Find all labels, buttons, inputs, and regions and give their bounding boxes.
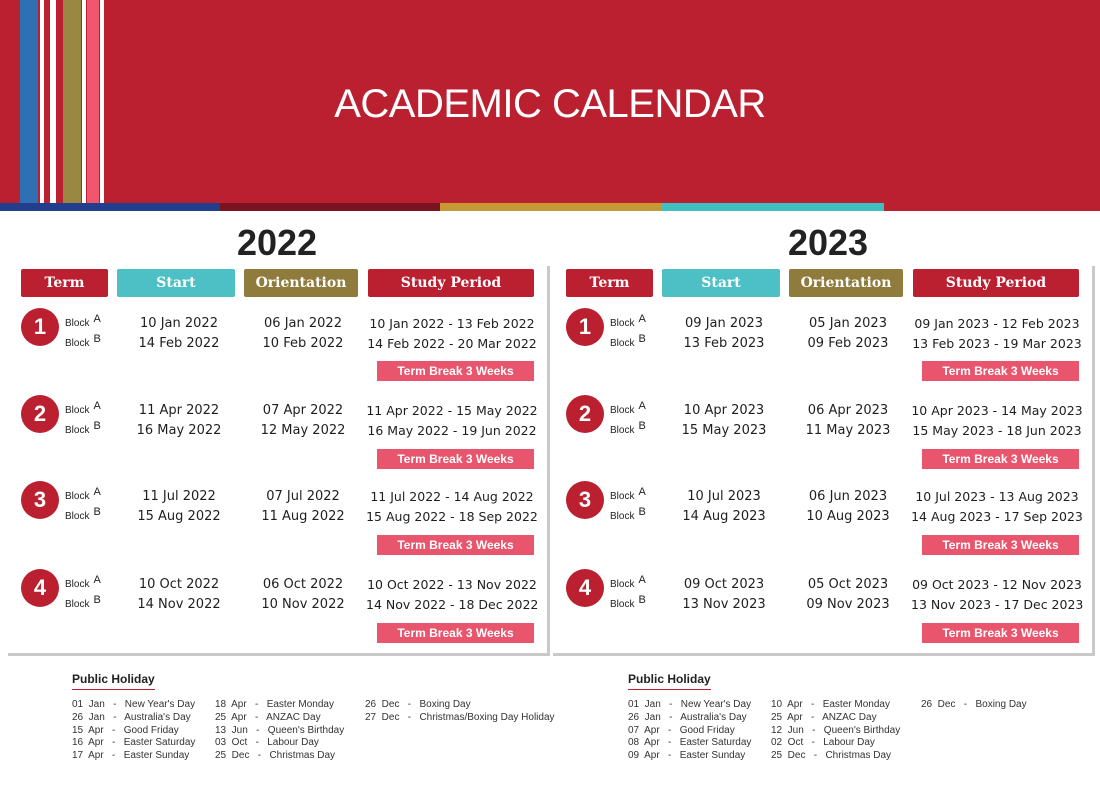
holiday-item: 27 Dec - Christmas/Boxing Day Holiday bbox=[365, 711, 555, 723]
holiday-item: 02 Oct - Labour Day bbox=[771, 737, 875, 749]
holiday-column bbox=[921, 699, 1027, 712]
term-number-badge: 1 bbox=[21, 308, 59, 346]
orientation-date: 05 Oct 2023 bbox=[807, 577, 889, 592]
term-break-badge: Term Break 3 Weeks bbox=[922, 623, 1079, 643]
term-number-badge: 4 bbox=[566, 569, 604, 607]
term-break-badge: Term Break 3 Weeks bbox=[377, 535, 534, 555]
holiday-item: 07 Apr - Good Friday bbox=[628, 724, 735, 736]
term-number-badge: 3 bbox=[566, 481, 604, 519]
study-period: 10 Oct 2022 - 13 Nov 2022 bbox=[367, 577, 537, 592]
start-date: 10 Apr 2023 bbox=[683, 403, 765, 418]
column-header-study-period: Study Period bbox=[368, 269, 534, 297]
block-word: Block bbox=[610, 425, 635, 436]
orientation-date: 09 Feb 2023 bbox=[807, 336, 889, 351]
block-letter: A bbox=[638, 400, 646, 412]
start-date: 13 Nov 2023 bbox=[682, 597, 766, 612]
holiday-column bbox=[72, 699, 195, 763]
holiday-item: 08 Apr - Easter Saturday bbox=[628, 737, 752, 749]
block-letter: B bbox=[93, 420, 101, 432]
orientation-date: 06 Jan 2022 bbox=[264, 316, 342, 331]
study-period: 10 Jul 2023 - 13 Aug 2023 bbox=[915, 489, 1079, 504]
block-letter: A bbox=[93, 400, 101, 412]
block-letter: B bbox=[638, 594, 646, 606]
holiday-item: 26 Jan - Australia's Day bbox=[628, 711, 747, 723]
holiday-item: 25 Apr - ANZAC Day bbox=[215, 711, 321, 723]
orientation-date: 12 May 2022 bbox=[260, 423, 346, 438]
block-word: Block bbox=[610, 579, 635, 590]
holiday-item: 26 Jan - Australia's Day bbox=[72, 711, 191, 723]
public-holiday-title: Public Holiday bbox=[72, 672, 155, 690]
study-period: 09 Jan 2023 - 12 Feb 2023 bbox=[914, 316, 1080, 331]
start-date: 15 May 2023 bbox=[681, 423, 767, 438]
block-letter: B bbox=[638, 506, 646, 518]
start-date: 14 Aug 2023 bbox=[682, 509, 766, 524]
start-date: 11 Jul 2022 bbox=[142, 489, 216, 504]
term-break-badge: Term Break 3 Weeks bbox=[377, 449, 534, 469]
header-banner bbox=[0, 0, 1100, 203]
orientation-date: 10 Feb 2022 bbox=[262, 336, 344, 351]
column-header-study-period: Study Period bbox=[913, 269, 1079, 297]
holiday-item: 26 Dec - Boxing Day bbox=[921, 699, 1027, 710]
study-period: 10 Apr 2023 - 14 May 2023 bbox=[911, 403, 1083, 418]
orientation-date: 06 Oct 2022 bbox=[262, 577, 344, 592]
block-label-b bbox=[65, 420, 101, 436]
holiday-item: 09 Apr - Easter Sunday bbox=[628, 750, 746, 762]
holiday-item: 03 Oct - Labour Day bbox=[215, 737, 319, 749]
block-label-b bbox=[610, 420, 646, 436]
study-period: 13 Feb 2023 - 19 Mar 2023 bbox=[912, 336, 1082, 351]
holiday-item: 25 Dec - Christmas Day bbox=[215, 750, 336, 762]
block-label-a bbox=[610, 574, 646, 590]
term-break-badge: Term Break 3 Weeks bbox=[922, 535, 1079, 555]
study-period: 13 Nov 2023 - 17 Dec 2023 bbox=[911, 597, 1084, 612]
holiday-column bbox=[215, 699, 344, 763]
holiday-item: 12 Jun - Queen's Birthday bbox=[771, 724, 901, 736]
band-teal bbox=[662, 203, 884, 211]
block-word: Block bbox=[65, 318, 90, 329]
block-word: Block bbox=[610, 338, 635, 349]
holiday-column bbox=[771, 699, 900, 763]
study-period: 10 Jan 2022 - 13 Feb 2022 bbox=[369, 316, 535, 331]
holiday-item: 10 Apr - Easter Monday bbox=[771, 699, 890, 710]
study-period: 16 May 2022 - 19 Jun 2022 bbox=[367, 423, 537, 438]
orientation-date: 09 Nov 2023 bbox=[806, 597, 890, 612]
start-date: 13 Feb 2023 bbox=[683, 336, 765, 351]
block-word: Block bbox=[610, 405, 635, 416]
block-label-a bbox=[65, 313, 101, 329]
block-label-a bbox=[610, 486, 646, 502]
column-header-start: Start bbox=[117, 269, 235, 297]
block-label-a bbox=[610, 313, 646, 329]
start-date: 09 Oct 2023 bbox=[683, 577, 765, 592]
block-label-b bbox=[65, 506, 101, 522]
page-title: ACADEMIC CALENDAR bbox=[334, 82, 766, 126]
band-navy bbox=[0, 203, 220, 211]
block-word: Block bbox=[65, 425, 90, 436]
start-date: 10 Jul 2023 bbox=[687, 489, 761, 504]
block-word: Block bbox=[65, 405, 90, 416]
term-number-badge: 4 bbox=[21, 569, 59, 607]
block-letter: A bbox=[638, 574, 646, 586]
block-letter: B bbox=[638, 420, 646, 432]
term-break-badge: Term Break 3 Weeks bbox=[922, 449, 1079, 469]
block-word: Block bbox=[65, 338, 90, 349]
orientation-date: 06 Jun 2023 bbox=[808, 489, 888, 504]
block-letter: A bbox=[93, 313, 101, 325]
study-period: 11 Apr 2022 - 15 May 2022 bbox=[366, 403, 538, 418]
block-word: Block bbox=[65, 511, 90, 522]
column-header-start: Start bbox=[662, 269, 780, 297]
holiday-item: 16 Apr - Easter Saturday bbox=[72, 737, 196, 749]
block-label-a bbox=[65, 400, 101, 416]
block-letter: B bbox=[93, 594, 101, 606]
block-label-b bbox=[610, 594, 646, 610]
study-period: 09 Oct 2023 - 12 Nov 2023 bbox=[912, 577, 1082, 592]
orientation-date: 05 Jan 2023 bbox=[809, 316, 887, 331]
term-break-badge: Term Break 3 Weeks bbox=[922, 361, 1079, 381]
block-word: Block bbox=[610, 491, 635, 502]
term-break-badge: Term Break 3 Weeks bbox=[377, 623, 534, 643]
block-letter: A bbox=[638, 486, 646, 498]
orientation-date: 07 Jul 2022 bbox=[266, 489, 340, 504]
term-break-badge: Term Break 3 Weeks bbox=[377, 361, 534, 381]
start-date: 09 Jan 2023 bbox=[685, 316, 763, 331]
block-letter: B bbox=[93, 333, 101, 345]
holiday-item: 25 Apr - ANZAC Day bbox=[771, 711, 877, 723]
block-word: Block bbox=[65, 579, 90, 590]
block-letter: A bbox=[93, 486, 101, 498]
block-letter: A bbox=[638, 313, 646, 325]
block-word: Block bbox=[65, 599, 90, 610]
band-maroon bbox=[220, 203, 440, 211]
start-date: 10 Jan 2022 bbox=[140, 316, 218, 331]
block-label-b bbox=[65, 594, 101, 610]
term-number-badge: 2 bbox=[566, 395, 604, 433]
column-header-term: Term bbox=[566, 269, 653, 297]
start-date: 15 Aug 2022 bbox=[137, 509, 221, 524]
start-date: 14 Feb 2022 bbox=[138, 336, 220, 351]
holiday-item: 17 Apr - Easter Sunday bbox=[72, 750, 190, 762]
block-label-b bbox=[610, 506, 646, 522]
holiday-item: 18 Apr - Easter Monday bbox=[215, 699, 334, 710]
study-period: 15 Aug 2022 - 18 Sep 2022 bbox=[366, 509, 538, 524]
holiday-item: 01 Jan - New Year's Day bbox=[72, 699, 196, 710]
block-label-a bbox=[65, 574, 101, 590]
block-label-a bbox=[65, 486, 101, 502]
orientation-date: 11 Aug 2022 bbox=[261, 509, 345, 524]
holiday-item: 15 Apr - Good Friday bbox=[72, 724, 179, 736]
block-letter: B bbox=[638, 333, 646, 345]
holiday-item: 01 Jan - New Year's Day bbox=[628, 699, 752, 710]
block-letter: A bbox=[93, 574, 101, 586]
column-header-term: Term bbox=[21, 269, 108, 297]
study-period: 14 Nov 2022 - 18 Dec 2022 bbox=[366, 597, 539, 612]
orientation-date: 10 Aug 2023 bbox=[806, 509, 890, 524]
orientation-date: 10 Nov 2022 bbox=[261, 597, 345, 612]
block-label-b bbox=[610, 333, 646, 349]
band-red bbox=[884, 203, 1100, 211]
band-gold bbox=[440, 203, 662, 211]
holiday-item: 13 Jun - Queen's Birthday bbox=[215, 724, 345, 736]
holiday-item: 25 Dec - Christmas Day bbox=[771, 750, 892, 762]
column-header-orientation: Orientation bbox=[789, 269, 903, 297]
holiday-column bbox=[628, 699, 751, 763]
block-label-b bbox=[65, 333, 101, 349]
block-word: Block bbox=[610, 599, 635, 610]
public-holiday-title: Public Holiday bbox=[628, 672, 711, 690]
start-date: 16 May 2022 bbox=[136, 423, 222, 438]
block-label-a bbox=[610, 400, 646, 416]
year-title: 2023 bbox=[787, 222, 869, 263]
column-header-orientation: Orientation bbox=[244, 269, 358, 297]
holiday-item: 26 Dec - Boxing Day bbox=[365, 699, 471, 710]
year-title: 2022 bbox=[236, 222, 318, 263]
block-word: Block bbox=[65, 491, 90, 502]
orientation-date: 06 Apr 2023 bbox=[807, 403, 889, 418]
study-period: 14 Aug 2023 - 17 Sep 2023 bbox=[911, 509, 1083, 524]
block-word: Block bbox=[610, 511, 635, 522]
holiday-column bbox=[365, 699, 555, 725]
orientation-date: 11 May 2023 bbox=[805, 423, 891, 438]
block-word: Block bbox=[610, 318, 635, 329]
study-period: 15 May 2023 - 18 Jun 2023 bbox=[912, 423, 1082, 438]
term-number-badge: 3 bbox=[21, 481, 59, 519]
start-date: 11 Apr 2022 bbox=[138, 403, 220, 418]
study-period: 14 Feb 2022 - 20 Mar 2022 bbox=[367, 336, 537, 351]
study-period: 11 Jul 2022 - 14 Aug 2022 bbox=[370, 489, 534, 504]
term-number-badge: 2 bbox=[21, 395, 59, 433]
start-date: 14 Nov 2022 bbox=[137, 597, 221, 612]
orientation-date: 07 Apr 2022 bbox=[262, 403, 344, 418]
start-date: 10 Oct 2022 bbox=[138, 577, 220, 592]
term-number-badge: 1 bbox=[566, 308, 604, 346]
block-letter: B bbox=[93, 506, 101, 518]
